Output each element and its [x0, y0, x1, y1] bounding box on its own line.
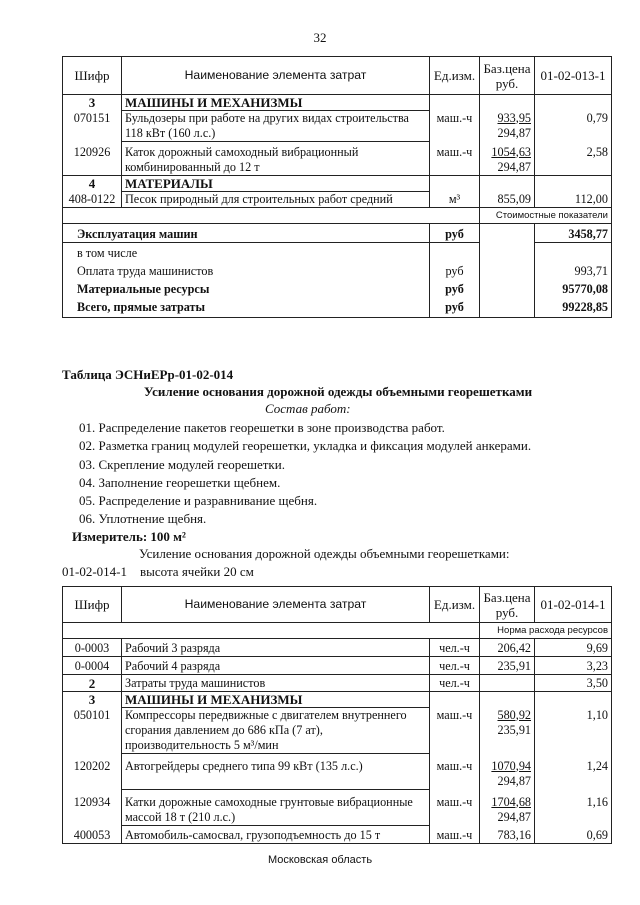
price-value: 1054,63 — [491, 144, 531, 159]
total-value: 993,71 — [535, 261, 612, 279]
work-item: 03. Скрепление модулей георешетки. — [79, 457, 285, 472]
work-item: 06. Уплотнение щебня. — [79, 511, 207, 526]
row-unit: чел.-ч — [430, 675, 480, 692]
row-code: 400053 — [63, 826, 122, 844]
row-price — [480, 790, 535, 826]
row-name: Бульдозеры при работе на других видах строительства 118 кВт (160 л.с.) — [122, 111, 430, 142]
total-unit: руб — [430, 279, 480, 297]
price-secondary: 294,87 — [497, 125, 531, 140]
row-unit: чел.-ч — [430, 639, 480, 657]
row-name: Рабочий 4 разряда — [122, 657, 430, 675]
row-code: 070151 — [63, 111, 122, 142]
table-title: Таблица ЭСНиЕРр-01-02-014 — [62, 367, 234, 382]
total-unit: руб — [430, 224, 480, 243]
row-value: 0,79 — [535, 111, 612, 142]
row-value: 3,23 — [535, 657, 612, 675]
norm-header: Норма расхода ресурсов — [480, 623, 612, 639]
header-code: Шифр — [63, 587, 122, 623]
row-value: 1,16 — [535, 790, 612, 826]
price-value: 580,92 — [497, 707, 531, 722]
row-price — [480, 142, 535, 176]
row-name: Песок природный для строительных работ средний — [122, 192, 430, 208]
total-unit: руб — [430, 297, 480, 318]
row-name: Каток дорожный самоходный вибрационный комбинированный до 12 т — [122, 142, 430, 176]
header-price: Баз.цена руб. — [480, 57, 535, 95]
total-value: 3458,77 — [535, 224, 612, 243]
row-value: 1,24 — [535, 754, 612, 790]
total-label: Оплата труда машинистов — [63, 261, 430, 279]
header-column: 01-02-013-1 — [535, 57, 612, 95]
section-title: МАШИНЫ И МЕХАНИЗМЫ — [122, 692, 430, 708]
row-unit: маш.-ч — [430, 111, 480, 142]
header-name: Наименование элемента затрат — [122, 587, 430, 623]
row-code: 0-0003 — [63, 639, 122, 657]
row-value: 0,69 — [535, 826, 612, 844]
section-number: 3 — [63, 95, 122, 111]
price-secondary: 294,87 — [497, 773, 531, 788]
page-number: 32 — [313, 30, 327, 45]
row-code: 120934 — [63, 790, 122, 826]
total-label: в том числе — [63, 243, 430, 262]
footer-region: Московская область — [267, 854, 373, 866]
section-title: МАТЕРИАЛЫ — [122, 176, 430, 192]
cost-indicators-header: Стоимостные показатели — [480, 208, 612, 224]
price-value: 1704,68 — [491, 794, 531, 809]
total-label: Эксплуатация машин — [63, 224, 430, 243]
meter: Измеритель: 100 м² — [72, 529, 186, 544]
section-number: 3 — [63, 692, 122, 708]
row-code: 120202 — [63, 754, 122, 790]
row-name: Рабочий 3 разряда — [122, 639, 430, 657]
price-value: 933,95 — [497, 110, 531, 125]
row-name: Компрессоры передвижные с двигателем внутреннего сгорания давлением до 686 кПа (7 ат), производительность 5 м³/мин — [122, 708, 430, 754]
row-value: 3,50 — [535, 675, 612, 692]
header-price: Баз.цена руб. — [480, 587, 535, 623]
work-title: Состав работ: — [265, 401, 351, 416]
price-secondary: 235,91 — [497, 722, 531, 737]
total-label: Всего, прямые затраты — [63, 297, 430, 318]
row-code: 120926 — [63, 142, 122, 176]
work-item: 04. Заполнение георешетки щебнем. — [79, 475, 281, 490]
row-code: 050101 — [63, 708, 122, 754]
row-name: Катки дорожные самоходные грунтовые вибрационные массой 18 т (210 л.с.) — [122, 790, 430, 826]
row-unit: маш.-ч — [430, 826, 480, 844]
price-secondary: 294,87 — [497, 809, 531, 824]
row-price — [480, 111, 535, 142]
row-value: 9,69 — [535, 639, 612, 657]
row-price: 855,09 — [480, 192, 535, 208]
row-value: 1,10 — [535, 708, 612, 754]
row-price: 235,91 — [480, 657, 535, 675]
row-price — [480, 754, 535, 790]
header-name: Наименование элемента затрат — [122, 57, 430, 95]
price-value: 1070,94 — [491, 758, 531, 773]
section-number: 2 — [63, 675, 122, 692]
section-number: 4 — [63, 176, 122, 192]
row-price: 206,42 — [480, 639, 535, 657]
row-name: Автомобиль-самосвал, грузоподъемность до 15 т — [122, 826, 430, 844]
header-unit: Ед.изм. — [430, 587, 480, 623]
table-heading: Усиление основания дорожной одежды объемными георешетками — [144, 384, 533, 399]
section-title: МАШИНЫ И МЕХАНИЗМЫ — [122, 95, 430, 111]
row-value: 2,58 — [535, 142, 612, 176]
header-column: 01-02-014-1 — [535, 587, 612, 623]
row-price: 783,16 — [480, 826, 535, 844]
row-code: 0-0004 — [63, 657, 122, 675]
row-price — [480, 708, 535, 754]
work-item: 05. Распределение и разравнивание щебня. — [79, 493, 318, 508]
row-code: 408-0122 — [63, 192, 122, 208]
total-label: Материальные ресурсы — [63, 279, 430, 297]
work-item: 02. Разметка границ модулей георешетки, укладка и фиксация модулей анкерами. — [79, 438, 532, 453]
row-name: Автогрейдеры среднего типа 99 кВт (135 л.с.) — [122, 754, 430, 790]
row-unit: маш.-ч — [430, 754, 480, 790]
total-value: 99228,85 — [535, 297, 612, 318]
subcode: 01-02-014-1 — [62, 564, 127, 579]
total-unit: руб — [430, 261, 480, 279]
work-item: 01. Распределение пакетов георешетки в зоне производства работ. — [79, 420, 445, 435]
row-unit: маш.-ч — [430, 790, 480, 826]
section-title: Затраты труда машинистов — [122, 675, 430, 692]
resource-table-01-02-014-1 — [62, 586, 612, 844]
price-secondary: 294,87 — [497, 159, 531, 174]
row-value: 112,00 — [535, 192, 612, 208]
header-code: Шифр — [63, 57, 122, 95]
cost-table-01-02-013-1 — [62, 56, 612, 318]
row-unit: м³ — [430, 192, 480, 208]
row-unit: маш.-ч — [430, 708, 480, 754]
subcode-text: высота ячейки 20 см — [140, 564, 254, 579]
total-value: 95770,08 — [535, 279, 612, 297]
row-unit: чел.-ч — [430, 657, 480, 675]
subtitle: Усиление основания дорожной одежды объемными георешетками: — [139, 546, 510, 561]
row-unit: маш.-ч — [430, 142, 480, 176]
header-unit: Ед.изм. — [430, 57, 480, 95]
